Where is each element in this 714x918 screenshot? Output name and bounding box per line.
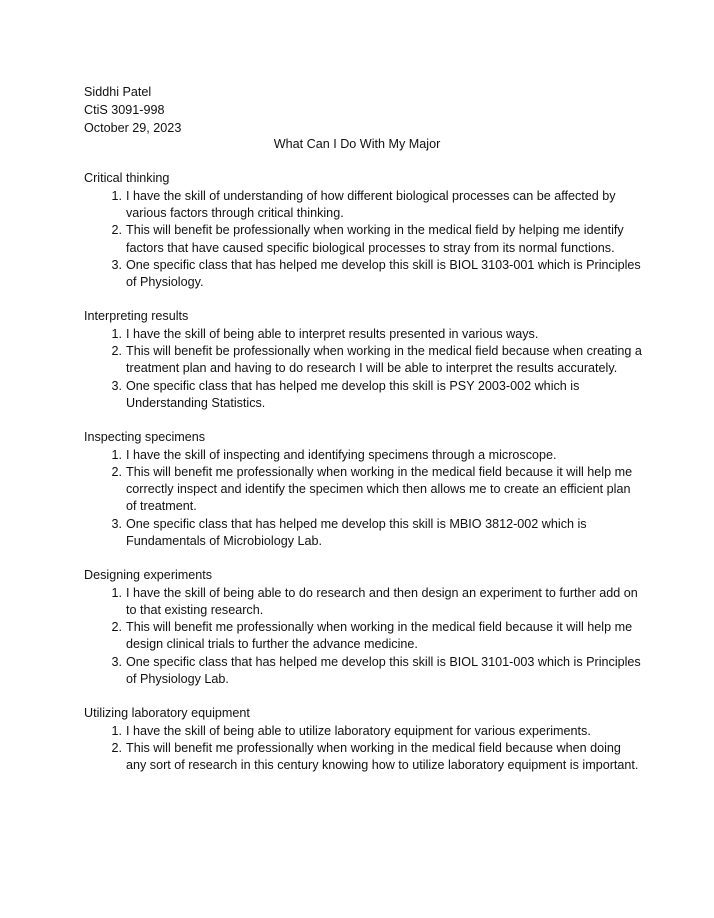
list-item [84, 257, 644, 291]
item-number: 3. [111, 654, 122, 669]
list-item [84, 222, 644, 256]
section-heading: Designing experiments [84, 567, 213, 582]
list-item [84, 447, 644, 464]
section-inspecting-specimens [84, 429, 644, 550]
item-number: 1. [111, 189, 122, 203]
list-item [84, 326, 644, 343]
numbered-list [84, 585, 644, 688]
item-number: 1. [111, 447, 122, 462]
list-item [84, 723, 644, 740]
document-body [84, 170, 644, 791]
list-item [84, 516, 644, 550]
item-text: One specific class that has helped me develop this skill is BIOL 3103-001 which is Principles of Physiology. [126, 257, 641, 290]
numbered-list [84, 188, 644, 291]
section-designing-experiments [84, 567, 644, 688]
author-name: Siddhi Patel [84, 85, 152, 99]
item-number: 3. [111, 257, 122, 272]
item-text: I have the skill of understanding of how different biological processes can be affected by various factors through critical thinking. [126, 189, 616, 221]
item-number: 3. [111, 378, 122, 393]
item-number: 1. [111, 327, 122, 342]
course-code: CtiS 3091-998 [84, 103, 165, 117]
section-heading: Critical thinking [84, 171, 170, 185]
numbered-list [84, 723, 644, 775]
document-title: What Can I Do With My Major [273, 137, 441, 151]
item-number: 2. [111, 620, 122, 635]
item-number: 1. [111, 723, 122, 738]
list-item [84, 619, 644, 653]
item-number: 2. [111, 465, 122, 480]
item-number: 2. [111, 344, 122, 359]
item-text: I have the skill of being able to utilize laboratory equipment for various experiments. [126, 723, 591, 738]
list-item [84, 378, 644, 412]
item-number: 2. [111, 223, 122, 238]
item-text: One specific class that has helped me develop this skill is PSY 2003-002 which is Understanding Statistics. [126, 378, 580, 410]
item-text: I have the skill of being able to do research and then design an experiment to further add on to that existing research. [126, 585, 638, 618]
section-heading: Inspecting specimens [84, 429, 206, 444]
item-number: 3. [111, 516, 122, 531]
list-item [84, 585, 644, 619]
list-item [84, 654, 644, 688]
item-number: 2. [111, 741, 122, 756]
section-critical-thinking [84, 170, 644, 291]
item-text: This will benefit be professionally when working in the medical field because when creating a treatment plan and having to do research I will be able to interpret the results accurately. [126, 344, 642, 376]
item-text: This will benefit be professionally when working in the medical field by helping me identify factors that have caused specific biological processes to stray from its normal functions. [126, 223, 624, 255]
item-text: I have the skill of inspecting and identifying specimens through a microscope. [126, 447, 557, 462]
section-interpreting-results [84, 308, 644, 412]
item-text: I have the skill of being able to interpret results presented in various ways. [126, 327, 539, 342]
section-utilizing-laboratory-equipment [84, 705, 644, 775]
item-text: This will benefit me professionally when working in the medical field because it will help me design clinical trials to further the advance medicine. [126, 620, 633, 652]
numbered-list [84, 326, 644, 412]
list-item [84, 343, 644, 377]
item-text: This will benefit me professionally when working in the medical field because it will help me correctly inspect and identify the specimen which then allows me to create an efficient plan of treatment. [126, 465, 633, 514]
item-text: One specific class that has helped me develop this skill is MBIO 3812-002 which is Fundamentals of Microbiology Lab. [126, 516, 587, 548]
list-item [84, 188, 644, 222]
document-header [84, 84, 644, 138]
item-number: 1. [111, 585, 122, 600]
section-heading: Interpreting results [84, 309, 189, 324]
numbered-list [84, 447, 644, 550]
list-item [84, 740, 644, 774]
section-heading: Utilizing laboratory equipment [84, 705, 250, 720]
document-date: October 29, 2023 [84, 121, 182, 135]
item-text: One specific class that has helped me develop this skill is BIOL 3101-003 which is Principles of Physiology Lab. [126, 654, 641, 686]
item-text: This will benefit me professionally when working in the medical field because when doing any sort of research in this century knowing how to utilize laboratory equipment is important. [126, 741, 639, 773]
list-item [84, 464, 644, 516]
